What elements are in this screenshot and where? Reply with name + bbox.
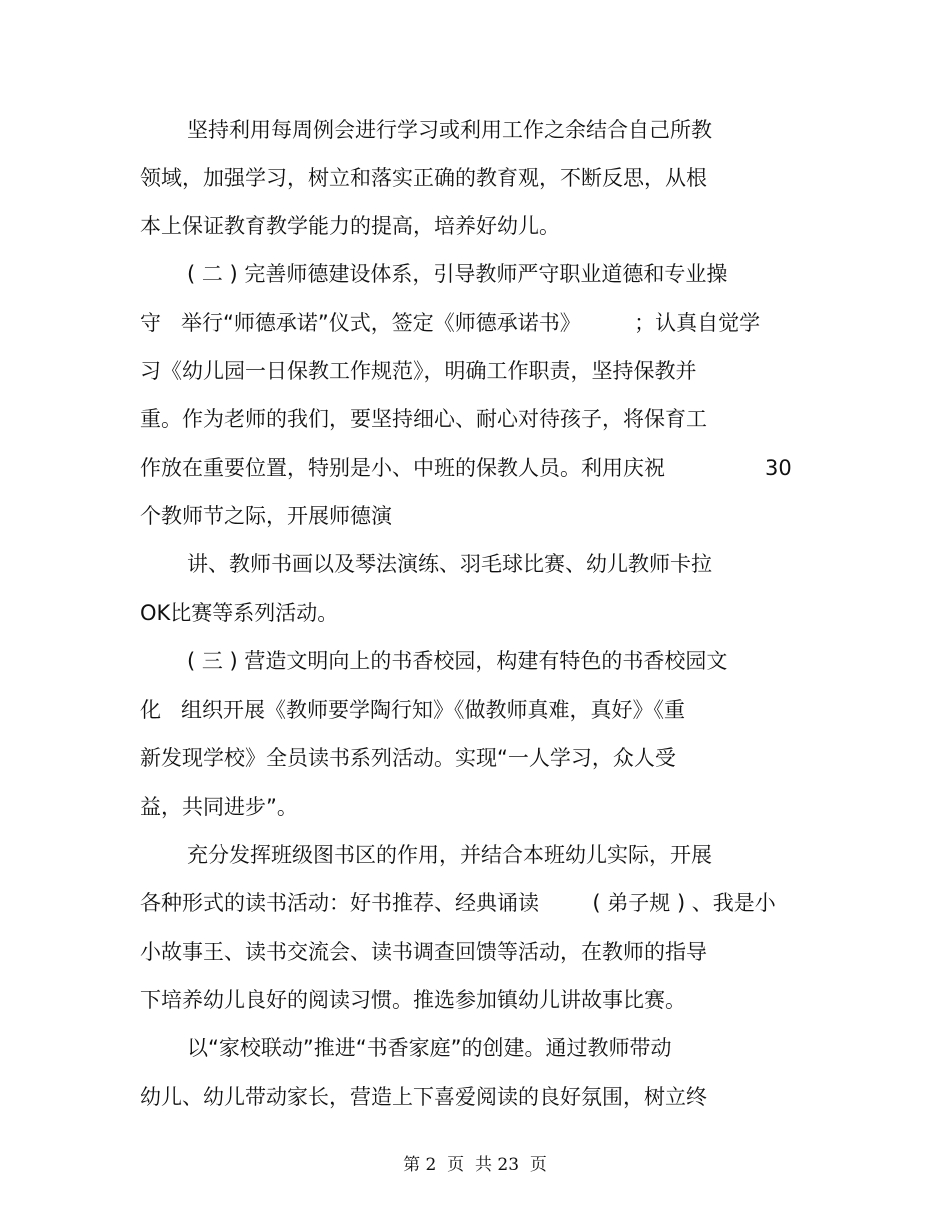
page-footer: 第 2 页 共 23 页 (403, 1155, 547, 1175)
text-line: 守 举行“师德承诺”仪式，签定《师德承诺书》 ；认真自觉学 (140, 311, 761, 335)
text-line: 下培养幼儿良好的阅读习惯。推选参加镇幼儿讲故事比赛。 (140, 988, 686, 1012)
section-heading-line: ( 二 ) 完善师德建设体系，引导教师严守职业道德和专业操 (187, 262, 728, 286)
text-line: 习《幼儿园一日保教工作规范》，明确工作职责，坚持保教并 (140, 359, 697, 383)
text-line: 幼儿、幼儿带动家长，营造上下喜爱阅读的良好氛围，树立终 (140, 1085, 707, 1109)
text-line: 领域，加强学习，树立和落实正确的教育观，不断反思，从根 (140, 166, 707, 190)
text-line: 小故事王、读书交流会、读书调查回馈等活动，在教师的指导 (140, 940, 707, 964)
text-line: 个教师节之际，开展师德演 (140, 504, 392, 528)
text-line: 作放在重要位置，特别是小、中班的保教人员。利用庆祝 (140, 456, 665, 480)
text-line: 重。作为老师的我们，要坚持细心、耐心对待孩子，将保育工 (140, 407, 707, 431)
text-line: 本上保证教育教学能力的提高，培养好幼儿。 (140, 214, 560, 238)
text-line: 新发现学校》全员读书系列活动。实现“一人学习，众人受 (140, 746, 676, 770)
text-line: 坚持利用每周例会进行学习或利用工作之余结合自己所教 (187, 118, 712, 142)
text-line: 益，共同进步”。 (140, 795, 298, 819)
text-line: 化 组织开展《教师要学陶行知》《做教师真难，真好》《重 (140, 698, 686, 722)
text-line: 以“家校联动”推进“书香家庭”的创建。通过教师带动 (187, 1036, 672, 1060)
text-line: OK比赛等系列活动。 (140, 601, 339, 625)
text-line: 各种形式的读书活动：好书推荐、经典诵读 ( 弟子规 ) 、我是小 (140, 891, 776, 915)
text-line: 讲、教师书画以及琴法演练、羽毛球比赛、幼儿教师卡拉 (187, 552, 712, 576)
section-heading-line: ( 三 ) 营造文明向上的书香校园，构建有特色的书香校园文 (187, 649, 728, 673)
text-number: 30 (765, 456, 792, 480)
text-line: 充分发挥班级图书区的作用，并结合本班幼儿实际，开展 (187, 843, 712, 867)
